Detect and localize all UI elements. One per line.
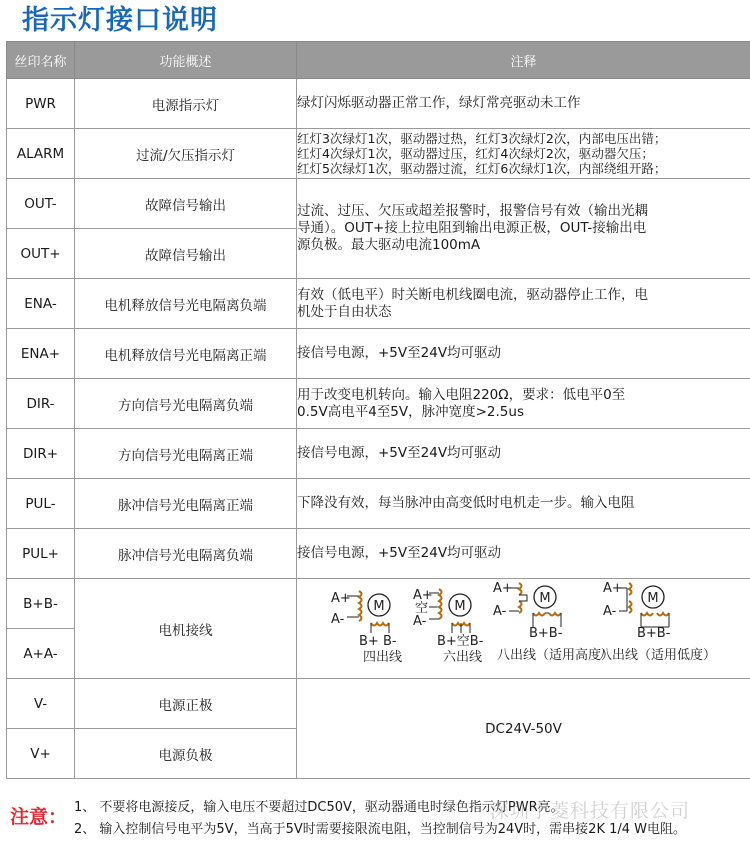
motor-symbol: M bbox=[647, 591, 659, 606]
row-function: 电源指示灯 bbox=[75, 79, 297, 129]
row-note bbox=[297, 379, 750, 429]
indicator-interface-table bbox=[6, 41, 750, 779]
table-row bbox=[7, 529, 750, 579]
table-row bbox=[7, 79, 750, 129]
label-a-minus-4: A- bbox=[603, 604, 617, 619]
motor-symbol: M bbox=[539, 591, 551, 606]
header-silkscreen: 丝印名称 bbox=[7, 42, 75, 79]
label-a-plus: A+ bbox=[331, 591, 351, 606]
table-row bbox=[7, 129, 750, 179]
note-line: 红灯4次绿灯1次，驱动器过压，红灯4次绿灯2次，驱动器欠压； bbox=[297, 146, 654, 161]
row-code: V- bbox=[7, 679, 75, 729]
row-function: 方向信号光电隔离负端 bbox=[75, 379, 297, 429]
row-code: ENA+ bbox=[7, 329, 75, 379]
row-code: PUL+ bbox=[7, 529, 75, 579]
row-note bbox=[297, 129, 750, 179]
row-note bbox=[297, 79, 750, 129]
row-note bbox=[297, 279, 750, 329]
row-code: DIR+ bbox=[7, 429, 75, 479]
table-header-row bbox=[7, 42, 750, 79]
note-line: 过流、过压、欠压或超差报警时，报警信号有效（输出光耦 bbox=[297, 203, 648, 219]
row-function: 脉冲信号光电隔离正端 bbox=[75, 479, 297, 529]
note-line: 用于改变电机转向。输入电阻220Ω，要求：低电平0至 bbox=[297, 386, 626, 403]
label-b-pair-3: B+B- bbox=[529, 626, 563, 641]
row-code: A+A- bbox=[7, 629, 75, 679]
table-row bbox=[7, 379, 750, 429]
row-function: 电源负极 bbox=[75, 729, 297, 779]
page-title: 指示灯接口说明 bbox=[22, 5, 218, 36]
label-b-pair-2: B+空B- bbox=[437, 634, 484, 649]
row-code: PUL- bbox=[7, 479, 75, 529]
eight-lead-high-diagram bbox=[493, 581, 614, 663]
caption-eight-lead-low: 八出线（适用低度） bbox=[599, 648, 717, 663]
note-line: 绿灯闪烁驱动器正常工作，绿灯常亮驱动未工作 bbox=[297, 95, 581, 111]
note-line: 源负极。最大驱动电流100mA bbox=[297, 237, 481, 253]
label-b-pair-4: B+B- bbox=[637, 626, 671, 641]
row-function: 脉冲信号光电隔离负端 bbox=[75, 529, 297, 579]
row-function: 电机接线 bbox=[75, 579, 297, 679]
row-function: 方向信号光电隔离正端 bbox=[75, 429, 297, 479]
company-watermark: 深圳宁菱科技有限公司 bbox=[490, 800, 691, 822]
table-row bbox=[7, 329, 750, 379]
notice-label: 注意： bbox=[10, 806, 68, 828]
row-note bbox=[297, 479, 750, 529]
caption-six-lead: 六出线 bbox=[443, 650, 483, 665]
row-note bbox=[297, 529, 750, 579]
row-code: V+ bbox=[7, 729, 75, 779]
label-empty: 空 bbox=[415, 601, 429, 616]
header-notes: 注释 bbox=[297, 42, 750, 79]
wiring-diagram-cell bbox=[297, 579, 750, 679]
note-line: 导通）。OUT+接上拉电阻到输出电源正极，OUT-接输出电 bbox=[297, 220, 647, 236]
row-code: ENA- bbox=[7, 279, 75, 329]
label-a-minus: A- bbox=[331, 612, 345, 627]
note-line: 接信号电源，+5V至24V均可驱动 bbox=[297, 345, 502, 361]
eight-lead-low-diagram bbox=[599, 581, 716, 663]
table-row bbox=[7, 679, 750, 729]
label-a-minus-3: A- bbox=[493, 604, 507, 619]
note-line: 0.5V高电平4至5V，脉冲宽度>2.5us bbox=[297, 403, 524, 420]
table-row bbox=[7, 429, 750, 479]
row-code: OUT+ bbox=[7, 229, 75, 279]
label-a-plus-3: A+ bbox=[493, 581, 513, 596]
row-function: 电源正极 bbox=[75, 679, 297, 729]
table-row bbox=[7, 279, 750, 329]
row-note bbox=[297, 429, 750, 479]
caption-four-lead: 四出线 bbox=[363, 650, 403, 665]
row-function: 故障信号输出 bbox=[75, 229, 297, 279]
row-code: ALARM bbox=[7, 129, 75, 179]
label-a-minus-2: A- bbox=[413, 614, 427, 629]
row-note-output bbox=[297, 179, 750, 279]
six-lead-diagram bbox=[413, 588, 484, 665]
row-function: 故障信号输出 bbox=[75, 179, 297, 229]
note-line: 有效（低电平）时关断电机线圈电流，驱动器停止工作，电 bbox=[297, 286, 648, 303]
caption-eight-lead-high: 八出线（适用高度） bbox=[497, 648, 615, 663]
note-line: 接信号电源，+5V至24V均可驱动 bbox=[297, 545, 502, 561]
note-line: 下降没有效，每当脉冲由高变低时电机走一步。输入电阻 bbox=[297, 495, 635, 511]
row-code: OUT- bbox=[7, 179, 75, 229]
motor-symbol: M bbox=[373, 599, 385, 614]
note-line: 红灯3次绿灯1次，驱动器过热，红灯3次绿灯2次，内部电压出错； bbox=[297, 131, 667, 146]
row-function: 过流/欠压指示灯 bbox=[75, 129, 297, 179]
header-function: 功能概述 bbox=[75, 42, 297, 79]
row-function: 电机释放信号光电隔离正端 bbox=[75, 329, 297, 379]
power-voltage-note: DC24V-50V bbox=[297, 679, 750, 779]
table-row bbox=[7, 179, 750, 229]
row-function: 电机释放信号光电隔离负端 bbox=[75, 279, 297, 329]
note-line: 机处于自由状态 bbox=[297, 303, 392, 320]
table-row bbox=[7, 479, 750, 529]
table-row bbox=[7, 579, 750, 629]
motor-wiring-diagram bbox=[297, 579, 749, 677]
row-note bbox=[297, 329, 750, 379]
notice-item-1: 1、 不要将电源接反，输入电压不要超过DC50V，驱动器通电时绿色指示灯PWR亮。 bbox=[74, 800, 564, 815]
label-a-plus-4: A+ bbox=[603, 581, 623, 596]
row-code: PWR bbox=[7, 79, 75, 129]
four-lead-diagram bbox=[331, 591, 402, 665]
note-line: 红灯5次绿灯1次，驱动器过流，红灯6次绿灯1次，内部绕组开路； bbox=[297, 161, 667, 176]
row-code: B+B- bbox=[7, 579, 75, 629]
label-b-pair: B+ B- bbox=[359, 634, 397, 649]
label-a-plus-2: A+ bbox=[413, 588, 433, 603]
notice-item-2: 2、 输入控制信号电平为5V，当高于5V时需要接限流电阻，当控制信号为24V时，需串接2K 1/4 W电阻。 bbox=[74, 822, 687, 837]
note-line: 接信号电源，+5V至24V均可驱动 bbox=[297, 445, 502, 461]
motor-symbol: M bbox=[454, 599, 466, 614]
row-code: DIR- bbox=[7, 379, 75, 429]
